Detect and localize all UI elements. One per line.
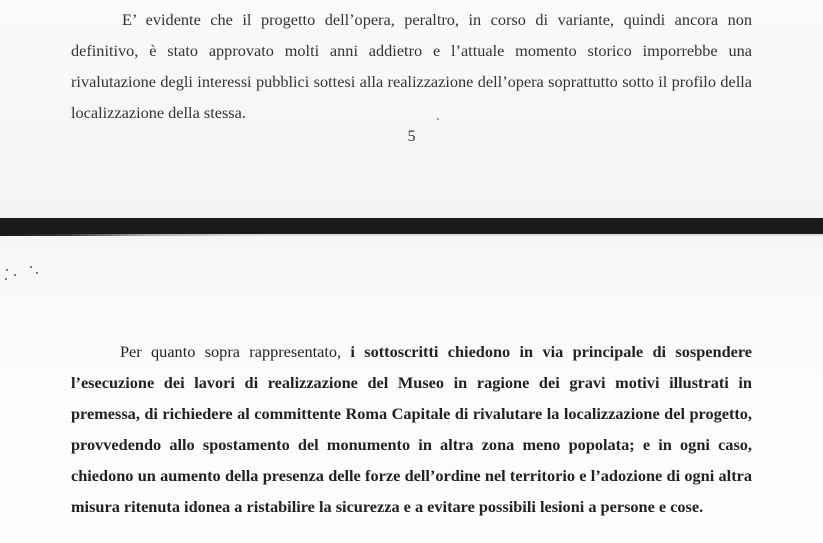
page-number: 5 (407, 128, 416, 145)
scan-specks (4, 266, 44, 286)
request-paragraph (71, 336, 752, 522)
scan-speck (36, 272, 38, 274)
scan-speck (14, 274, 16, 276)
request-text: i sottoscritti chiedono in via principale di sospendere l’esecuzione dei lavori di realizzazione del Museo in ragione dei gravi motivi illustrati in premessa, di richiedere al committente Roma Capitale di rivalutare la localizzazione del progetto, provvedendo allo spostamento del monumento in altra zona meno popolata; e in ogni caso, chiedono un aumento della presenza delle forze dell’ordine nel territorio e l’adozione di ogni altra misura ritenuta idonea a ristabilire la sicurezza e a evitare possibili lesioni a persone e cose. (71, 342, 753, 516)
document-page-lower (0, 236, 823, 543)
scan-speck (30, 266, 32, 268)
document-page-upper (0, 0, 823, 218)
body-paragraph: E’ evidente che il progetto dell’opera, peraltro, in corso di variante, quindi ancora non definitivo, è stato approvato molti anni addietro e l’attuale momento storico imporrebbe una rivalutazione degli interessi pubblici sottesi alla realizzazione dell’opera soprattutto sotto il profilo della localizzazione della stessa. (71, 10, 752, 122)
scan-speck (437, 118, 439, 120)
scan-speck (5, 278, 7, 280)
request-intro: Per quanto sopra rappresentato, (120, 342, 351, 361)
scan-speck (6, 269, 8, 271)
